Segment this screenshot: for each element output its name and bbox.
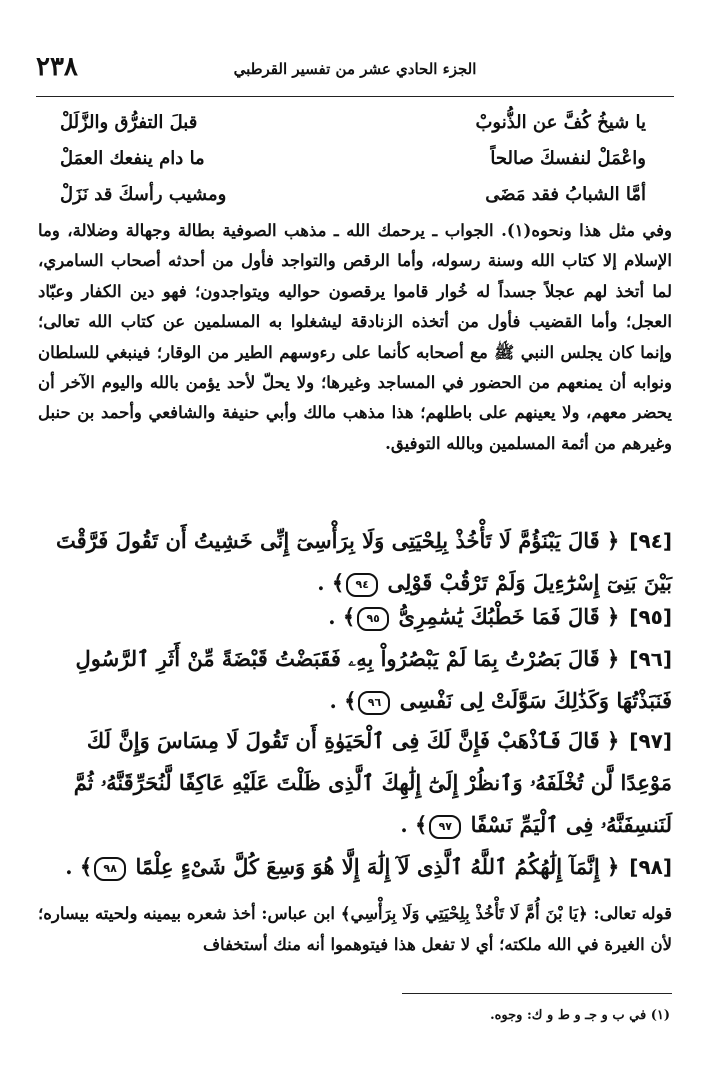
ayah-number: [٩٥]: [629, 605, 672, 629]
ayah-end-marker: ٩٤: [346, 573, 378, 597]
ayah-number: [٩٤]: [629, 529, 672, 553]
ayah-97: [38, 720, 672, 846]
ayah-close: ﴾ .: [400, 812, 428, 837]
ayah-96: [38, 638, 672, 722]
ayah-number: [٩٦]: [629, 647, 672, 671]
poem-line: [60, 140, 646, 176]
ayah-close: ﴾ .: [65, 854, 93, 879]
ayah-end-marker: ٩٦: [358, 691, 390, 715]
poem-hemistich-first: أمَّا الشبابُ فقد مَضَى: [485, 183, 646, 205]
running-title: الجزء الحادي عشر من تفسير القرطبي: [233, 60, 477, 78]
ayah-close: ﴾ .: [328, 604, 356, 629]
ayah-95: [38, 596, 672, 638]
ayah-98: [38, 846, 672, 888]
ayah-close: ﴾ .: [317, 570, 345, 595]
footnote: (١) في ب و جـ و ط و ك: وجوه.: [490, 1008, 670, 1023]
poem-hemistich-second: ما دام ينفعك العمَلْ: [60, 147, 205, 169]
footnote-divider: [402, 993, 672, 994]
page-header: [36, 52, 674, 92]
ayah-number: [٩٨]: [629, 855, 672, 879]
poem-hemistich-first: واعْمَلْ لنفسكَ صالحاً: [490, 147, 646, 169]
page-number: ٢٣٨: [36, 52, 78, 82]
ayah-text: ﴿ قَالَ فَمَا خَطْبُكَ يَٰسَٰمِرِىُّ: [398, 604, 620, 629]
ayah-text: ﴿ إِنَّمَآ إِلَٰهُكُمُ ٱللَّهُ ٱلَّذِى لَآ إِلَٰهَ إِلَّا هُوَ وَسِعَ كُلَّ شَىْءٍ عِلْمًا: [135, 854, 620, 879]
ayah-text: ﴿ قَالَ فَٱذْهَبْ فَإِنَّ لَكَ فِى ٱلْحَيَوٰةِ أَن تَقُولَ لَا مِسَاسَ وَإِنَّ لَكَ مَوْعِدًا لَّن تُخْلَفَهُۥ وَٱنظُرْ إِلَىٰٓ إِلَٰهِكَ ٱلَّذِى ظَلْتَ عَلَيْهِ عَاكِفًا لَّنُحَرِّقَنَّهُۥ ثُمَّ لَنَنسِفَنَّهُۥ فِى ٱلْيَمِّ نَسْفًا: [73, 728, 672, 837]
ayah-text: ﴿ قَالَ يَبْنَؤُمَّ لَا تَأْخُذْ بِلِحْيَتِى وَلَا بِرَأْسِىٓ إِنِّى خَشِيتُ أَن تَقُولَ فَرَّقْتَ بَيْنَ بَنِىٓ إِسْرَٰٓءِيلَ وَلَمْ تَرْقُبْ قَوْلِى: [55, 528, 672, 595]
ayah-text: ﴿ قَالَ بَصُرْتُ بِمَا لَمْ يَبْصُرُواْ بِهِۦ فَقَبَضْتُ قَبْضَةً مِّنْ أَثَرِ ٱلرَّسُولِ فَنَبَذْتُهَا وَكَذَٰلِكَ سَوَّلَتْ لِى نَفْسِى: [75, 646, 672, 713]
poem-line: [60, 104, 646, 140]
commentary-paragraph: قوله تعالى: ﴿يَا بْنَ أُمَّ لَا تَأْخُذْ بِلِحْيَتِي وَلَا بِرَأْسِي﴾ ابن عباس: أخذ شعره بيمينه ولحيته بيساره؛ لأن الغيرة في الله ملكته؛ أي لا تفعل هذا فيتوهموا أنه منك أستخفاف: [38, 904, 672, 954]
ayah-close: ﴾ .: [329, 688, 357, 713]
ayah-number: [٩٧]: [629, 729, 672, 753]
poem-hemistich-first: يا شيخُ كُفَّ عن الذُّنوبْ: [475, 111, 646, 133]
ayah-end-marker: ٩٥: [357, 607, 389, 631]
body-paragraph: وفي مثل هذا ونحوه(١). الجواب ـ يرحمك الله ـ مذهب الصوفية بطالة وجهالة وضلالة، وما الإسلام إلا كتاب الله وسنة رسوله، وأما الرقص والتواجد فأول من أحدثه أصحاب السامري، لما أتخذ لهم عجلاً جسداً له خُوار قاموا يرقصون حواليه ويتواجدون؛ فهو دين الكفار وعبّاد العجل؛ وأما القضيب فأول من أتخذه الزنادقة ليشغلوا به المسلمين عن كتاب الله تعالى؛ وإنما كان يجلس النبي ﷺ مع أصحابه كأنما على رءوسهم الطير من الوقار؛ فينبغي للسلطان ونوابه أن يمنعهم من الحضور في المساجد وغيرها؛ ولا يحلّ لأحد يؤمن بالله واليوم الآخر أن يحضر معهم، ولا يعينهم على باطلهم؛ هذا مذهب مالك وأبي حنيفة والشافعي وأحمد بن حنبل وغيرهم من أئمة المسلمين وبالله التوفيق.: [38, 221, 672, 453]
poem-hemistich-second: ومشيب رأسكَ قد نَزَلْ: [60, 183, 227, 205]
ayah-end-marker: ٩٨: [94, 857, 126, 881]
poem-line: [60, 176, 646, 212]
poem-verses: [60, 104, 646, 212]
ayah-94: [38, 520, 672, 604]
ayah-end-marker: ٩٧: [429, 815, 461, 839]
poem-hemistich-second: قبلَ التفرُّق والزَّلَلْ: [60, 111, 198, 133]
header-divider: [36, 96, 674, 97]
